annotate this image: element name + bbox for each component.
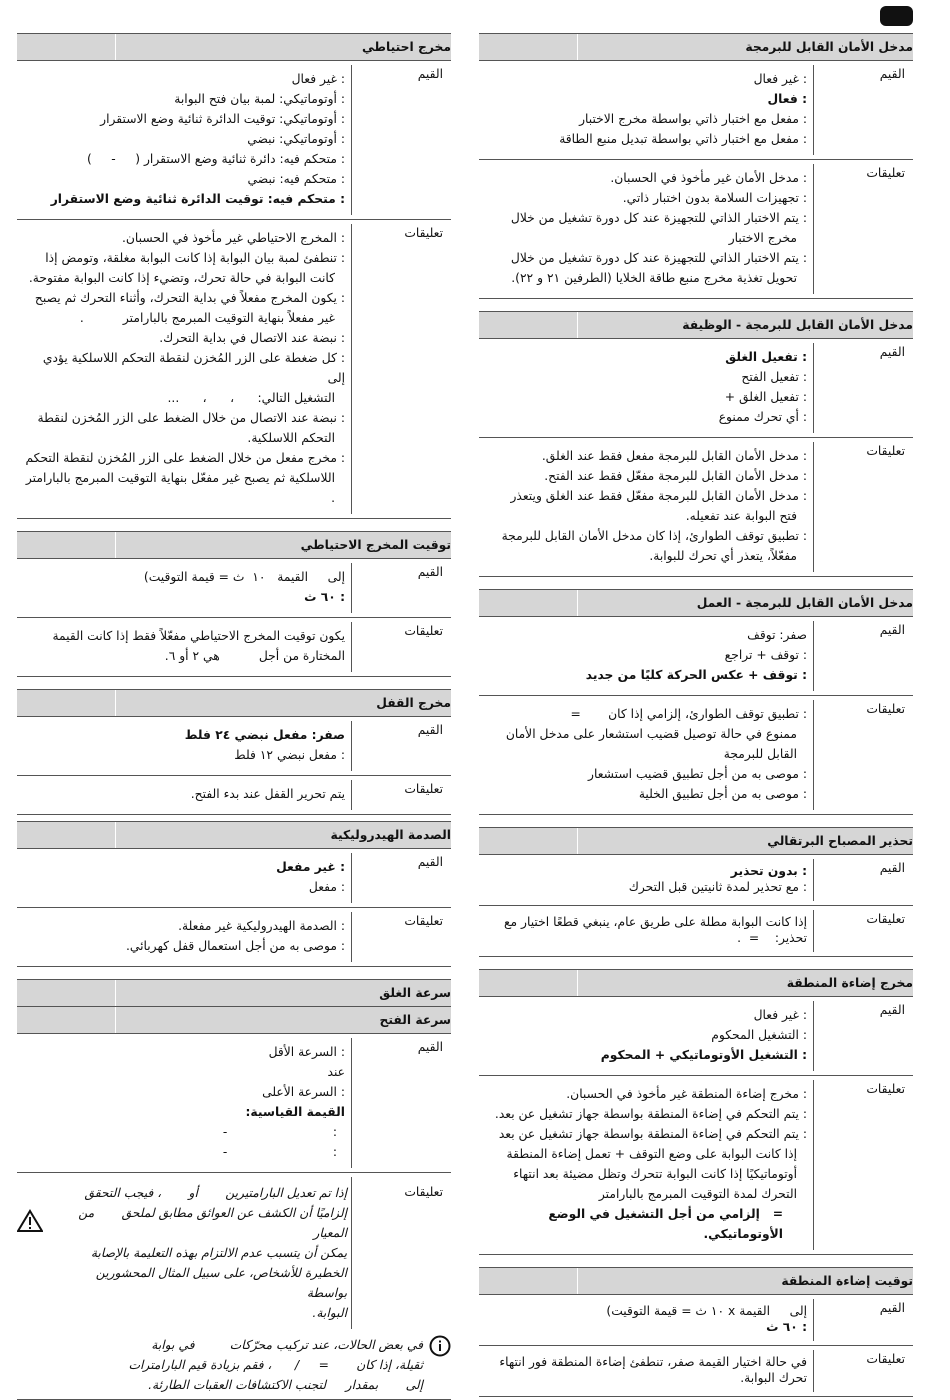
- row-label: تعليقات: [866, 702, 905, 716]
- section-header: مخرج إضاءة المنطقة: [479, 969, 913, 997]
- comments-row: [479, 1076, 913, 1255]
- row-content: : السرعة الأقل عند : السرعة الأعلى القيمة القياسية: : - : -: [17, 1038, 352, 1168]
- comments-row: [479, 160, 913, 299]
- row-content: صفر: مفعل نبضي ٢٤ فلط : مفعل نبضي ١٢ فلط: [17, 721, 352, 771]
- row-label: القيم: [879, 67, 905, 81]
- row-content: : مخرج إضاءة المنطقة غير مأخوذ في الحسبان. : يتم التحكم في إضاءة المنطقة بواسطة جهاز تشغيل عن بعد. : يتم التحكم في إضاءة المنطقة بواسطة جهاز تشغيل عن بعد إذا كانت البوابة على وضع التوقف + تعمل إضاءة المنطقة أوتوماتيكيًا إذا كانت البوابة تتحرك وتظل مضيئة بعد انتهاء التحرك لمدة التوقيت المبرمج بالبارامتر = إلزامي من أجل التشغيل في الوضع الأوتوماتيكي.: [479, 1080, 814, 1250]
- row-label: تعليقات: [866, 1352, 905, 1366]
- section-header: سرعة الفتح: [17, 1007, 451, 1034]
- values-row: [479, 855, 913, 906]
- row-label: تعليقات: [404, 1185, 443, 1199]
- row-content: إذا كانت البوابة مطلة على طريق عام، ينبغي قطعًا اختيار مع تحذير: = .: [479, 910, 814, 952]
- section-header: مدخل الأمان القابل للبرمجة - الوظيفة: [479, 311, 913, 339]
- row-label: تعليقات: [404, 624, 443, 638]
- section-header: تحذير المصباح البرتقالي: [479, 827, 913, 855]
- row-content: : الصدمة الهيدروليكية غير مفعلة. : موصى به من أجل استعمال قفل كهربائي.: [17, 912, 352, 962]
- comments-row: [17, 220, 451, 519]
- row-label: تعليقات: [404, 782, 443, 796]
- row-content: : المخرج الاحتياطي غير مأخوذ في الحسبان. : تنطفئ لمبة بيان البوابة إذا كانت البوابة مغلقة، وتومض إذا كانت البوابة في حالة تحرك، وتضيء إذا كانت البوابة مفتوحة. : يكون المخرج مفعلاً في بداية التحرك، وأثناء التحرك ثم يصبح غير مفعلاً بنهاية التوقيت المبرمج بالبارامتر . : نبضة عند الاتصال في بداية التحرك. : كل ضغطة على الزر المُخزن لنقطة التحكم اللاسلكية يؤدي إلى التشغيل التالي: ، ، ... : نبضة عند الاتصال من خلال الضغط على الزر المُخزن لنقطة التحكم اللاسلكية. : مخرج مفعل من خلال الضغط على الزر المُخزن لنقطة التحكم اللاسلكية ثم يصبح غير مفعّل بنهاية التوقيت المبرمج بالبارامتر .: [17, 224, 352, 514]
- warning-note: إذا تم تعديل البارامتيرين أو ، فيجب التحقق إلزاميًا أن الكشف عن العوائق مطابق لملحق من المعيار يمكن أن يتسبب عدم الالتزام بهذه التعليمة بالإصابة الخطيرة للأشخاص، على سبيل المثال المحشورين بواسطة البوابة.: [17, 1177, 352, 1329]
- values-row: [17, 61, 451, 220]
- row-content: : غير فعال : أوتوماتيكي: لمبة بيان فتح البوابة : أوتوماتيكي: توقيت الدائرة ثنائية وضع الاستقرار : أوتوماتيكي: نبضي : متحكم فيه: دائرة ثنائية وضع الاستقرار ( - ) : متحكم فيه: نبضي : متحكم فيه: توقيت الدائرة ثنائية وضع الاستقرار: [17, 65, 352, 215]
- values-row: [479, 61, 913, 160]
- row-label: القيم: [879, 1003, 905, 1017]
- row-content: : بدون تحذير : مع تحذير لمدة ثانيتين قبل التحرك: [479, 859, 814, 901]
- row-content: : مدخل الأمان القابل للبرمجة مفعل فقط عند الغلق. : مدخل الأمان القابل للبرمجة مفعّل فقط عند الفتح. : مدخل الأمان القابل للبرمجة مفعّل فقط عند الغلق ويتعذر فتح البوابة عند تفعيله. : تطبيق توقف الطوارئ، إذا كان مدخل الأمان القابل للبرمجة مفعّلاً، يتعذر أي تحرك للبوابة.: [479, 442, 814, 572]
- row-label: القيم: [879, 623, 905, 637]
- row-label: تعليقات: [866, 912, 905, 926]
- warning-icon: [17, 1209, 43, 1236]
- row-label: القيم: [879, 345, 905, 359]
- row-label: القيم: [417, 565, 443, 579]
- row-content: : تطبيق توقف الطوارئ، إلزامي إذا كان = ممنوع في حالة توصيل قضيب استشعار على مدخل الأمان القابل للبرمجة : موصى به من أجل تطبيق قضيب استشعار : موصى به من أجل تطبيق الخلية: [479, 700, 814, 810]
- row-label: القيم: [879, 861, 905, 875]
- values-row: [17, 1034, 451, 1173]
- row-label: تعليقات: [866, 1082, 905, 1096]
- left-column: [17, 33, 451, 1400]
- values-row: [17, 559, 451, 618]
- comments-row: [479, 1346, 913, 1397]
- comments-row: [479, 696, 913, 815]
- values-row: [17, 849, 451, 908]
- section-header: الصدمة الهيدروليكية: [17, 821, 451, 849]
- row-content: يكون توقيت المخرج الاحتياطي مفعّلاً فقط إذا كانت القيمة المختارة من أجل هي ٢ أو ٦.: [17, 622, 352, 672]
- info-icon: [429, 1335, 451, 1395]
- section-header: مدخل الأمان القابل للبرمجة: [479, 33, 913, 61]
- section-header: مدخل الأمان القابل للبرمجة - العمل: [479, 589, 913, 617]
- row-label: القيم: [417, 1040, 443, 1054]
- comments-row: [479, 906, 913, 957]
- row-content: في حالة اختيار القيمة صفر، تنطفئ إضاءة المنطقة فور انتهاء تحرك البوابة.: [479, 1350, 814, 1392]
- row-content: : مدخل الأمان غير مأخوذ في الحسبان. : تجهيزات السلامة بدون اختبار ذاتي. : يتم الاختبار الذاتي للتجهيزة عند كل دورة تشغيل من خلال مخرج الاختبار : يتم الاختبار الذاتي للتجهيزة عند كل دورة تشغيل من خلال تحويل تغذية مخرج منبع طاقة الخلايا (الطرفين ٢١ و ٢٢).: [479, 164, 814, 294]
- section-header: توقيت إضاءة المنطقة: [479, 1267, 913, 1295]
- section-header: سرعة الغلق: [17, 979, 451, 1007]
- row-content: : غير فعال : فعال : مفعل مع اختبار ذاتي بواسطة مخرج الاختبار : مفعل مع اختبار ذاتي بواسطة تبديل منبع الطاقة: [479, 65, 814, 155]
- section-header: مخرج احتياطي: [17, 33, 451, 61]
- row-content: : تفعيل الغلق : تفعيل الفتح : تفعيل الغلق + : أي تحرك ممنوع: [479, 343, 814, 433]
- row-content: يتم تحرير القفل عند بدء الفتح.: [17, 780, 352, 810]
- row-label: القيم: [417, 723, 443, 737]
- row-label: تعليقات: [404, 914, 443, 928]
- row-content: صفر: توقف : توقف + تراجع : توقف + عكس الحركة كليًا من جديد: [479, 621, 814, 691]
- values-row: [479, 1295, 913, 1346]
- row-content: : غير مفعل : مفعل: [17, 853, 352, 903]
- row-content: : غير فعال : التشغيل المحكوم : التشغيل الأوتوماتيكي + المحكوم: [479, 1001, 814, 1071]
- row-label: القيم: [417, 67, 443, 81]
- right-column: [479, 33, 913, 1397]
- values-row: [479, 997, 913, 1076]
- page-number-badge: [880, 6, 913, 26]
- row-content: إلى القيمة ١٠ ث = قيمة التوقيت) : ٦٠ ث: [17, 563, 352, 613]
- row-label: القيم: [879, 1301, 905, 1315]
- info-note: في بعض الحالات، عند تركيب محرّكات في بوابة ثقيلة، إذا كان = / ، فقم بزيادة قيم البارامترات إلى بمقدار لتجنب الاكتشافات العقبات الطارئة.: [17, 1335, 451, 1400]
- comments-row: [17, 908, 451, 967]
- values-row: [479, 339, 913, 438]
- comments-row: [479, 438, 913, 577]
- comments-row: [17, 1173, 451, 1329]
- comments-row: [17, 776, 451, 815]
- row-label: تعليقات: [404, 226, 443, 240]
- row-label: القيم: [417, 855, 443, 869]
- values-row: [17, 717, 451, 776]
- section-header: توقيت المخرج الاحتياطي: [17, 531, 451, 559]
- row-content: إلى القيمة x ١٠ ث = قيمة التوقيت) : ٦٠ ث: [479, 1299, 814, 1341]
- values-row: [479, 617, 913, 696]
- comments-row: [17, 618, 451, 677]
- row-label: تعليقات: [866, 166, 905, 180]
- section-header: مخرج القفل: [17, 689, 451, 717]
- row-label: تعليقات: [866, 444, 905, 458]
